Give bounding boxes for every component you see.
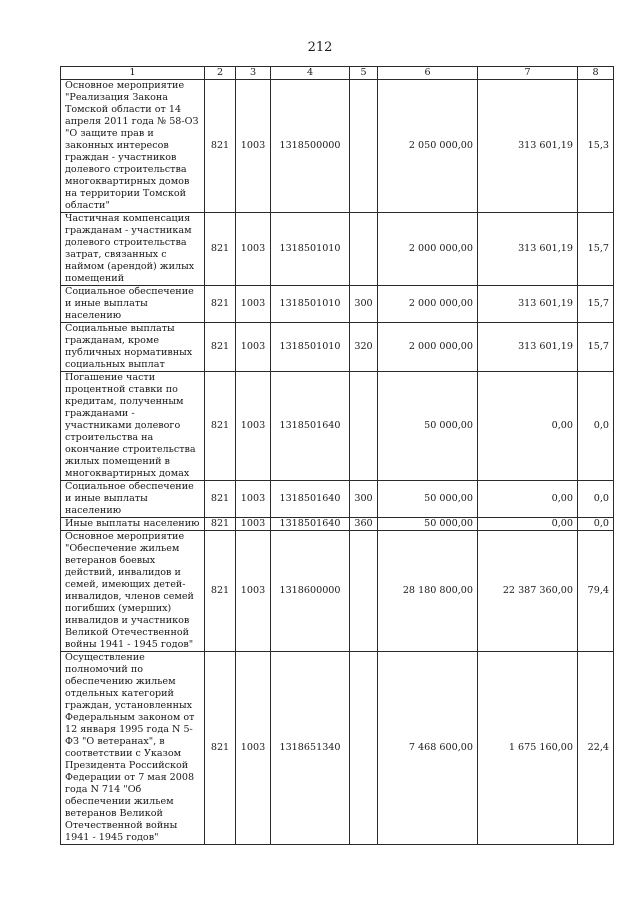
executed-amount: 313 601,19	[478, 213, 578, 286]
section-code: 1003	[236, 323, 271, 372]
header-cell: 7	[478, 67, 578, 80]
section-code: 1003	[236, 286, 271, 323]
planned-amount: 2 050 000,00	[378, 80, 478, 213]
executed-amount: 313 601,19	[478, 323, 578, 372]
target-article: 1318501640	[271, 372, 350, 481]
header-cell: 4	[271, 67, 350, 80]
executed-amount: 0,00	[478, 518, 578, 531]
planned-amount: 2 000 000,00	[378, 213, 478, 286]
table-row	[61, 481, 614, 518]
target-article: 1318501640	[271, 518, 350, 531]
header-row	[61, 67, 614, 80]
header-cell: 8	[578, 67, 614, 80]
execution-percent: 15,7	[578, 286, 614, 323]
section-code: 1003	[236, 481, 271, 518]
section-code: 1003	[236, 213, 271, 286]
expense-type: 300	[350, 481, 378, 518]
target-article: 1318651340	[271, 652, 350, 845]
expense-type	[350, 80, 378, 213]
row-name: Осуществление полномочий по обеспечению жильем отдельных категорий граждан, установленных Федеральным законом от 12 января 1995 года N 5-ФЗ "О ветеранах", в соответствии с Указом Президента Российской Федерации от 7 мая 2008 года N 714 "Об обеспечении жильем ветеранов Великой Отечественной войны 1941 - 1945 годов"	[61, 652, 205, 845]
execution-percent: 0,0	[578, 372, 614, 481]
row-name: Социальные выплаты гражданам, кроме публичных нормативных социальных выплат	[61, 323, 205, 372]
planned-amount: 50 000,00	[378, 518, 478, 531]
header-cell: 5	[350, 67, 378, 80]
target-article: 1318500000	[271, 80, 350, 213]
expense-type: 300	[350, 286, 378, 323]
expense-type	[350, 652, 378, 845]
budget-table	[60, 66, 614, 845]
executed-amount: 0,00	[478, 372, 578, 481]
admin-code: 821	[205, 518, 236, 531]
execution-percent: 0,0	[578, 518, 614, 531]
header-cell: 2	[205, 67, 236, 80]
table-row	[61, 286, 614, 323]
row-name: Основное мероприятие "Обеспечение жильем ветеранов боевых действий, инвалидов и семей, имеющих детей-инвалидов, членов семей погибших (умерших) инвалидов и участников Великой Отечественной войны 1941 - 1945 годов"	[61, 531, 205, 652]
expense-type	[350, 531, 378, 652]
admin-code: 821	[205, 481, 236, 518]
target-article: 1318501010	[271, 323, 350, 372]
expense-type: 360	[350, 518, 378, 531]
execution-percent: 79,4	[578, 531, 614, 652]
admin-code: 821	[205, 80, 236, 213]
expense-type	[350, 213, 378, 286]
target-article: 1318501640	[271, 481, 350, 518]
row-name: Частичная компенсация гражданам - участникам долевого строительства затрат, связанных с наймом (арендой) жилых помещений	[61, 213, 205, 286]
expense-type: 320	[350, 323, 378, 372]
section-code: 1003	[236, 372, 271, 481]
executed-amount: 22 387 360,00	[478, 531, 578, 652]
planned-amount: 50 000,00	[378, 372, 478, 481]
executed-amount: 1 675 160,00	[478, 652, 578, 845]
row-name: Основное мероприятие "Реализация Закона Томской области от 14 апреля 2011 года № 58-ОЗ "О защите прав и законных интересов граждан - участников долевого строительства многоквартирных домов на территории Томской области"	[61, 80, 205, 213]
planned-amount: 2 000 000,00	[378, 323, 478, 372]
admin-code: 821	[205, 372, 236, 481]
table-row	[61, 531, 614, 652]
target-article: 1318501010	[271, 213, 350, 286]
admin-code: 821	[205, 213, 236, 286]
executed-amount: 313 601,19	[478, 80, 578, 213]
target-article: 1318600000	[271, 531, 350, 652]
admin-code: 821	[205, 323, 236, 372]
admin-code: 821	[205, 531, 236, 652]
execution-percent: 15,7	[578, 323, 614, 372]
admin-code: 821	[205, 286, 236, 323]
expense-type	[350, 372, 378, 481]
row-name: Социальное обеспечение и иные выплаты населению	[61, 286, 205, 323]
planned-amount: 7 468 600,00	[378, 652, 478, 845]
executed-amount: 313 601,19	[478, 286, 578, 323]
table-row	[61, 213, 614, 286]
row-name: Погашение части процентной ставки по кредитам, полученным гражданами - участниками долевого строительства на окончание строительства жилых помещений в многоквартирных домах	[61, 372, 205, 481]
execution-percent: 0,0	[578, 481, 614, 518]
header-cell: 6	[378, 67, 478, 80]
planned-amount: 28 180 800,00	[378, 531, 478, 652]
section-code: 1003	[236, 80, 271, 213]
table-row	[61, 323, 614, 372]
header-cell: 1	[61, 67, 205, 80]
execution-percent: 22,4	[578, 652, 614, 845]
admin-code: 821	[205, 652, 236, 845]
section-code: 1003	[236, 518, 271, 531]
planned-amount: 2 000 000,00	[378, 286, 478, 323]
table-row	[61, 80, 614, 213]
planned-amount: 50 000,00	[378, 481, 478, 518]
header-cell: 3	[236, 67, 271, 80]
execution-percent: 15,3	[578, 80, 614, 213]
executed-amount: 0,00	[478, 481, 578, 518]
row-name: Иные выплаты населению	[61, 518, 205, 531]
section-code: 1003	[236, 652, 271, 845]
table-row	[61, 518, 614, 531]
page-number: 212	[307, 40, 333, 55]
section-code: 1003	[236, 531, 271, 652]
execution-percent: 15,7	[578, 213, 614, 286]
row-name: Социальное обеспечение и иные выплаты населению	[61, 481, 205, 518]
table-row	[61, 372, 614, 481]
table-row	[61, 652, 614, 845]
target-article: 1318501010	[271, 286, 350, 323]
